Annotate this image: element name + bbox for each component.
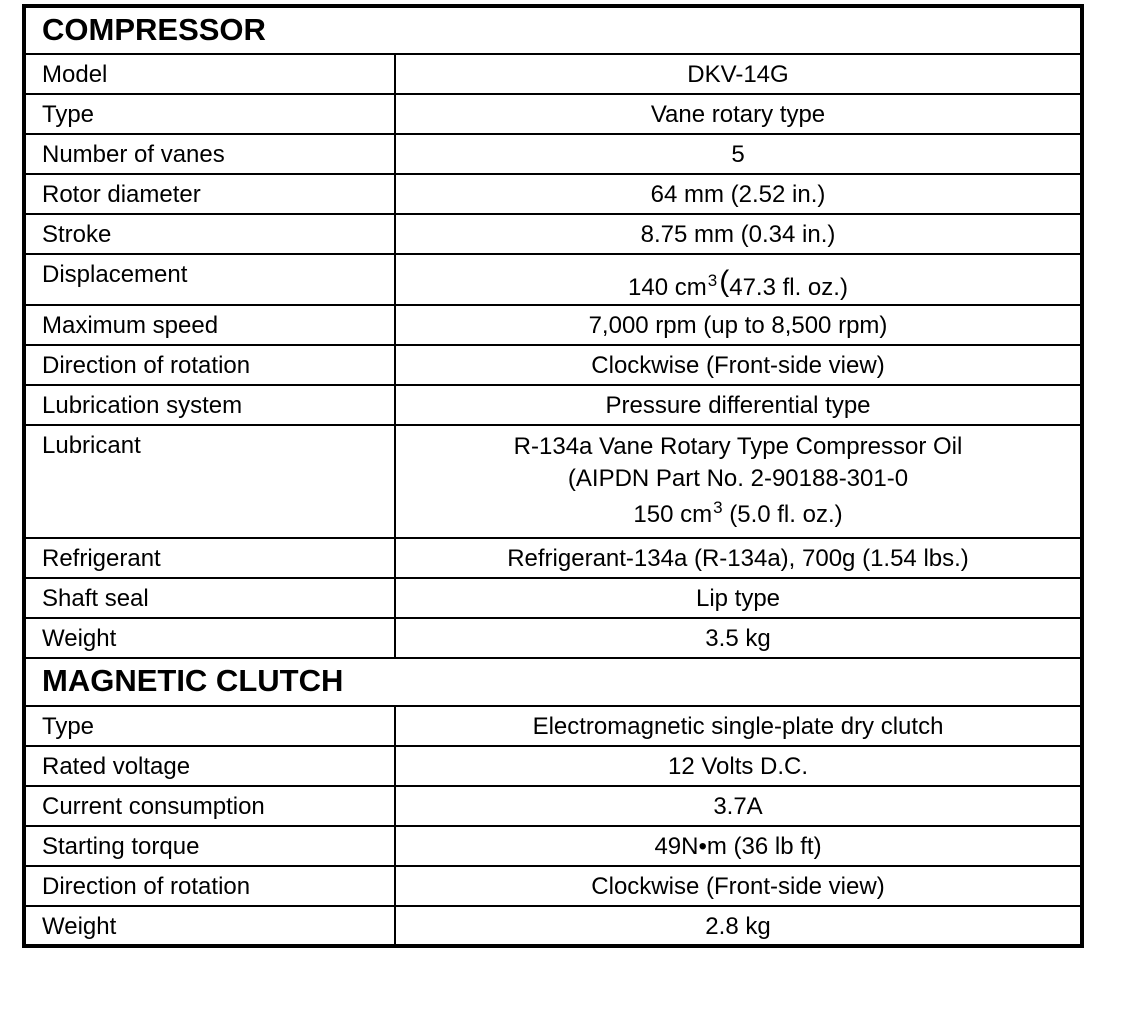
row-value: 3.5 kg: [395, 618, 1082, 658]
table-row-current-consumption: [24, 786, 1082, 826]
row-value: Clockwise (Front-side view): [395, 345, 1082, 385]
row-value: 64 mm (2.52 in.): [395, 174, 1082, 214]
table-row-clutch-weight: [24, 906, 1082, 946]
row-value: [395, 254, 1082, 305]
row-label: Direction of rotation: [24, 345, 395, 385]
table-row-rated-voltage: [24, 746, 1082, 786]
lubricant-line-2: (AIPDN Part No. 2-90188-301-0: [567, 465, 909, 492]
table-row-lubrication-system: [24, 385, 1082, 425]
row-value: 5: [395, 134, 1082, 174]
table-row-direction-of-rotation: [24, 345, 1082, 385]
table-row-shaft-seal: [24, 578, 1082, 618]
section-header-compressor: [24, 6, 1082, 54]
row-label: Starting torque: [24, 826, 395, 866]
row-value: DKV-14G: [395, 54, 1082, 94]
row-value: Vane rotary type: [395, 94, 1082, 134]
row-value: 49N•m (36 lb ft): [395, 826, 1082, 866]
table-row-stroke: [24, 214, 1082, 254]
table-row-maximum-speed: [24, 305, 1082, 345]
row-label: Number of vanes: [24, 134, 395, 174]
row-value: 8.75 mm (0.34 in.): [395, 214, 1082, 254]
row-value: [395, 425, 1082, 538]
value-text: (5.0 fl. oz.): [722, 501, 843, 528]
table-row-rotor-diameter: [24, 174, 1082, 214]
row-label: Current consumption: [24, 786, 395, 826]
row-label: Direction of rotation: [24, 866, 395, 906]
table-row-refrigerant: [24, 538, 1082, 578]
row-label: Displacement: [24, 254, 395, 305]
row-label: Rated voltage: [24, 746, 395, 786]
row-value: Refrigerant-134a (R-134a), 700g (1.54 lbs.): [395, 538, 1082, 578]
row-value: 12 Volts D.C.: [395, 746, 1082, 786]
row-label: Weight: [24, 906, 395, 946]
table-row-displacement: [24, 254, 1082, 305]
section-header-magnetic-clutch: [24, 658, 1082, 706]
superscript: 3: [713, 498, 723, 517]
row-label: Stroke: [24, 214, 395, 254]
row-label: Maximum speed: [24, 305, 395, 345]
table-row-lubricant: [24, 425, 1082, 538]
row-value: 3.7A: [395, 786, 1082, 826]
table-row-clutch-type: [24, 706, 1082, 746]
row-label: Model: [24, 54, 395, 94]
row-value: Electromagnetic single-plate dry clutch: [395, 706, 1082, 746]
row-value: Pressure differential type: [395, 385, 1082, 425]
table-row-starting-torque: [24, 826, 1082, 866]
section-title: MAGNETIC CLUTCH: [24, 658, 1082, 706]
spec-table: [22, 4, 1084, 948]
row-label: Lubricant: [24, 425, 395, 538]
value-text: 140 cm: [628, 274, 707, 301]
superscript: 3: [707, 271, 718, 290]
lubricant-line-1: R-134a Vane Rotary Type Compressor Oil: [513, 433, 963, 460]
row-label: Weight: [24, 618, 395, 658]
row-label: Type: [24, 94, 395, 134]
row-label: Lubrication system: [24, 385, 395, 425]
row-label: Refrigerant: [24, 538, 395, 578]
row-label: Shaft seal: [24, 578, 395, 618]
table-row-number-of-vanes: [24, 134, 1082, 174]
value-text: 150 cm: [633, 501, 713, 528]
row-value: Lip type: [395, 578, 1082, 618]
value-text: 47.3 fl. oz.): [729, 274, 848, 301]
table-row-model: [24, 54, 1082, 94]
row-label: Type: [24, 706, 395, 746]
row-label: Rotor diameter: [24, 174, 395, 214]
open-paren: (: [719, 265, 730, 298]
table-row-clutch-direction-of-rotation: [24, 866, 1082, 906]
table-row-weight: [24, 618, 1082, 658]
row-value: Clockwise (Front-side view): [395, 866, 1082, 906]
row-value: 2.8 kg: [395, 906, 1082, 946]
section-title: COMPRESSOR: [24, 6, 1082, 54]
lubricant-line-3: [412, 495, 1064, 537]
row-value: 7,000 rpm (up to 8,500 rpm): [395, 305, 1082, 345]
table-row-type: [24, 94, 1082, 134]
